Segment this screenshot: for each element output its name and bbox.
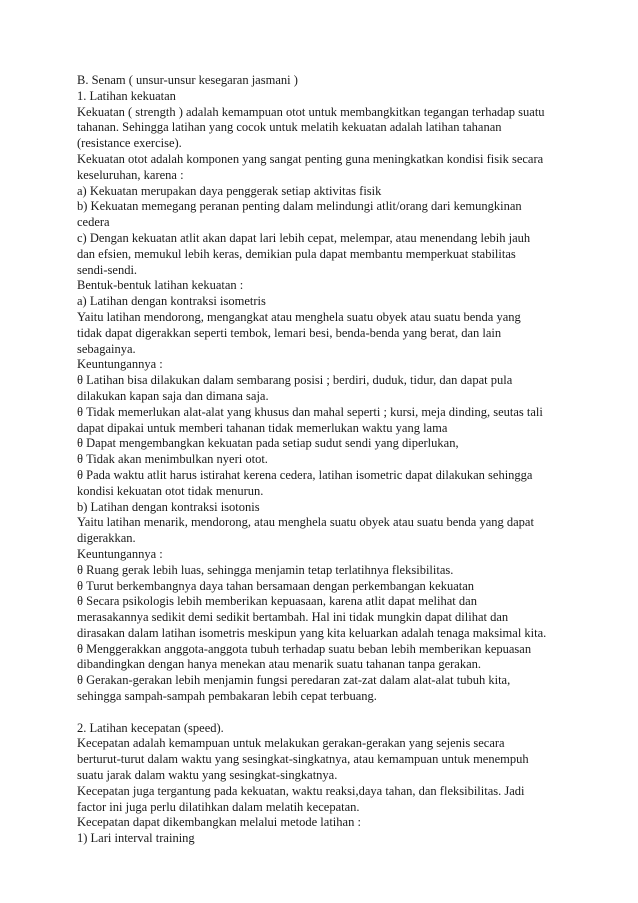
text-line: dapat dipakai untuk memberi tahanan tidak memerlukan waktu yang lama <box>77 420 448 435</box>
text-line: Kecepatan juga tergantung pada kekuatan, waktu reaksi,daya tahan, dan fleksibilitas. Jadi <box>77 783 525 798</box>
text-line: Yaitu latihan menarik, mendorong, atau menghela suatu obyek atau suatu benda yang dapat <box>77 515 534 530</box>
text-line: merasakannya sedikit demi sedikit bertambah. Hal ini tidak mungkin dapat dilihat dan <box>77 610 509 625</box>
text-line: 1) Lari interval training <box>77 831 195 846</box>
text-line: cedera <box>77 215 110 230</box>
text-line: b) Kekuatan memegang peranan penting dalam melindungi atlit/orang dari kemungkinan <box>77 199 522 214</box>
text-line: 1. Latihan kekuatan <box>77 88 176 103</box>
text-line: factor ini juga perlu dilatihkan dalam melatih kecepatan. <box>77 799 360 814</box>
text-line: Kecepatan dapat dikembangkan melalui metode latihan : <box>77 815 361 830</box>
text-line: digerakkan. <box>77 531 136 546</box>
text-line: 2. Latihan kecepatan (speed). <box>77 720 224 735</box>
text-line: θ Pada waktu atlit harus istirahat kerena cedera, latihan isometric dapat dilakukan sehingga <box>77 467 533 482</box>
text-line: a) Latihan dengan kontraksi isometris <box>77 294 266 309</box>
text-line: dirasakan dalam latihan isometris meskipun yang kita keluarkan adalah tenaga maksimal kita. <box>77 625 547 640</box>
text-line: b) Latihan dengan kontraksi isotonis <box>77 499 260 514</box>
text-line: Kekuatan otot adalah komponen yang sangat penting guna meningkatkan kondisi fisik secara <box>77 151 544 166</box>
text-line: (resistance exercise). <box>77 136 182 151</box>
text-line: c) Dengan kekuatan atlit akan dapat lari lebih cepat, melempar, atau menendang lebih jauh <box>77 230 531 245</box>
text-line: dilakukan kapan saja dan dimana saja. <box>77 388 269 403</box>
text-line: Bentuk-bentuk latihan kekuatan : <box>77 278 244 293</box>
text-line: sendi-sendi. <box>77 262 138 277</box>
text-line: θ Tidak memerlukan alat-alat yang khusus dan mahal seperti ; kursi, meja dinding, seutas tali <box>77 404 543 419</box>
text-line: Kekuatan ( strength ) adalah kemampuan otot untuk membangkitkan tegangan terhadap suatu <box>77 104 545 119</box>
text-line: dan efsien, memukul lebih keras, demikian pula dapat membantu memperkuat stabilitas <box>77 246 516 261</box>
text-line: θ Tidak akan menimbulkan nyeri otot. <box>77 452 268 467</box>
text-line: Keuntungannya : <box>77 357 163 372</box>
text-line: a) Kekuatan merupakan daya penggerak setiap aktivitas fisik <box>77 183 382 198</box>
text-line: suatu jarak dalam waktu yang sesingkat-singkatnya. <box>77 768 338 783</box>
text-line: θ Menggerakkan anggota-anggota tubuh terhadap suatu beban lebih memberikan kepuasan <box>77 641 532 656</box>
text-line: θ Ruang gerak lebih luas, sehingga menjamin tetap terlatihnya fleksibilitas. <box>77 562 454 577</box>
text-line: keseluruhan, karena : <box>77 167 184 182</box>
paragraph-gap <box>77 705 567 721</box>
text-line: dibandingkan dengan hanya menekan atau menarik suatu tahanan tanpa gerakan. <box>77 657 482 672</box>
text-line: berturut-turut dalam waktu yang sesingkat-singkatnya, atau kemampuan untuk menempuh <box>77 752 529 767</box>
text-line: tidak dapat digerakkan seperti tembok, lemari besi, benda-benda yang berat, dan lain <box>77 325 502 340</box>
text-line: θ Dapat mengembangkan kekuatan pada setiap sudut sendi yang diperlukan, <box>77 436 459 451</box>
text-line: sehingga sampah-sampah pembakaran lebih cepat terbuang. <box>77 689 377 704</box>
text-line: θ Secara psikologis lebih memberikan kepuasaan, karena atlit dapat melihat dan <box>77 594 477 609</box>
text-line: kondisi kekuatan otot tidak menurun. <box>77 483 264 498</box>
document-body <box>77 73 567 847</box>
text-line: Yaitu latihan mendorong, mengangkat atau menghela suatu obyek atau suatu benda yang <box>77 309 521 324</box>
text-line: θ Gerakan-gerakan lebih menjamin fungsi peredaran zat-zat dalam alat-alat tubuh kita, <box>77 673 511 688</box>
text-line: Keuntungannya : <box>77 546 163 561</box>
text-line: B. Senam ( unsur-unsur kesegaran jasmani ) <box>77 73 298 87</box>
text-line: sebagainya. <box>77 341 136 356</box>
text-line: Kecepatan adalah kemampuan untuk melakukan gerakan-gerakan yang sejenis secara <box>77 736 505 751</box>
text-line: tahanan. Sehingga latihan yang cocok untuk melatih kekuatan adalah latihan tahanan <box>77 120 502 135</box>
text-line: θ Turut berkembangnya daya tahan bersamaan dengan perkembangan kekuatan <box>77 578 475 593</box>
text-line: θ Latihan bisa dilakukan dalam sembarang posisi ; berdiri, duduk, tidur, dan dapat pula <box>77 373 513 388</box>
